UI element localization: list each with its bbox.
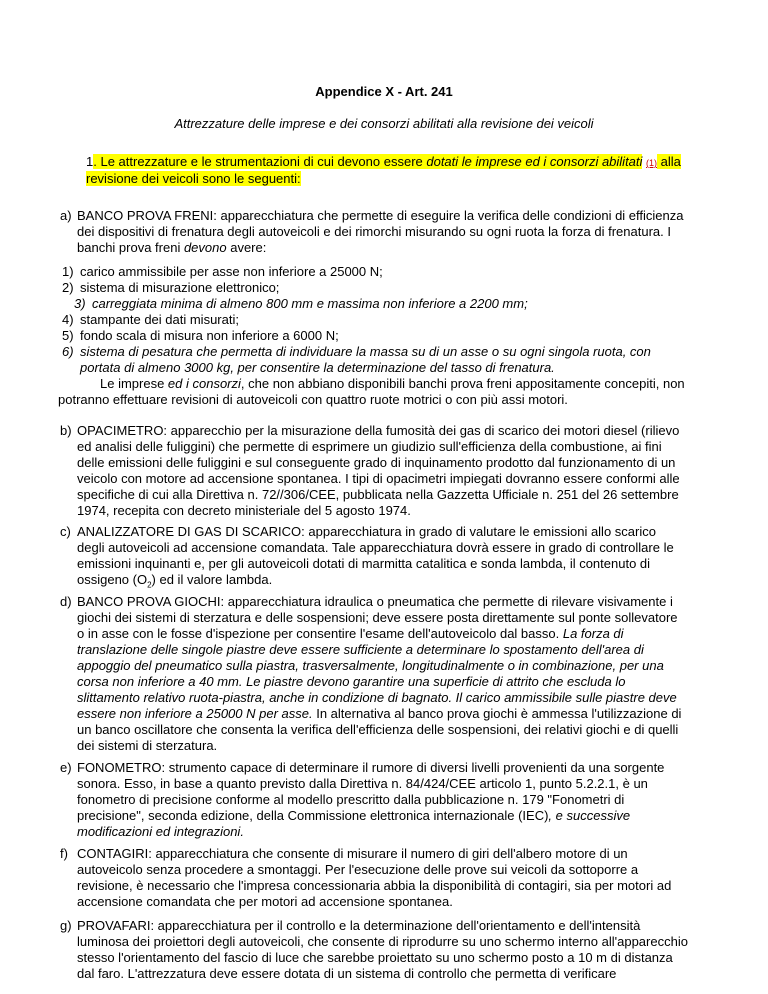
item-label: b) [60, 423, 72, 438]
intro-text-b: alla revisione dei veicoli sono le seguenti: [86, 154, 681, 186]
item-label: c) [60, 524, 71, 539]
item-a [60, 208, 720, 256]
item-d: d) BANCO PROVA GIOCHI: apparecchiatura idraulica o pneumatica che permette di rilevare visivamente i giochi dei sistemi di sterzatura e delle sospensioni; deve essere posta direttamente sul ponte sollevatore o in asse con le fosse d'ispezione per consentire l'esame dell'autoveicolo dal basso. La forza di translazione delle singole piastre deve essere sufficiente a determinare lo spostamento dell'area di appoggio del pneumatico sulla piastra, trasversalmente, longitudinalmente o in combinazione, per una corsa non inferiore a 40 mm. Le piastre devono garantire una superficie di attrito che escluda lo slittamento relativo ruota-piastra, anche in condizione di bagnato. Il carico ammissibile sulle piastre deve essere non inferiore a 25000 N per asse. In alternativa al banco prova giochi è ammessa l'utilizzazione di un banco oscillatore che consenta la verifica dell'efficienza delle sospensioni, dei relativi giochi e di quelli dei sistemi di sterzatura. [60, 594, 682, 753]
item-b: b) OPACIMETRO: apparecchio per la misurazione della fumosità dei gas di scarico dei motori diesel (rilievo ed analisi delle fuliggini) che permette di esprimere un giudizio sull'efficienza della combustione, ai fini delle emissioni delle fuliggini e sul conseguente grado di inquinamento prodotto dal funzionamento di un veicolo con motore ad accensione spontanea. I tipi di opacimetri impiegati dovranno essere conformi alle specifiche di cui alla Direttiva n. 72//306/CEE, pubblicata nella Gazzetta Ufficiale n. 251 del 26 settembre 1974, recepita con decreto ministeriale del 5 agosto 1974. [60, 423, 680, 518]
brake-requirements-list [62, 264, 722, 376]
item-label: d) [60, 594, 72, 609]
list-item: 4) stampante dei dati misurati; [62, 312, 239, 327]
item-label: f) [60, 846, 68, 861]
footnote-ref-link[interactable]: (1) [646, 158, 658, 168]
item-f: f) CONTAGIRI: apparecchiatura che consente di misurare il numero di giri dell'albero motore di un autoveicolo senza procedere a smontaggi. Per l'esecuzione delle prove sui veicoli da sottoporre a revisione, è necessario che l'impresa concessionaria abbia la disponibilità di contagiri, sia per motori ad accensione comandata che per motori ad accensione spontanea. [60, 846, 672, 909]
list-item: 5) fondo scala di misura non inferiore a 6000 N; [62, 328, 339, 343]
item-text: banchi prova freni [77, 240, 184, 255]
list-item: 1) carico ammissibile per asse non inferiore a 25000 N; [62, 264, 383, 279]
item-label: e) [60, 760, 72, 775]
list-item-continuation: portata di almeno 3000 kg, per consentire la determinazione del tasso di frenatura. [80, 360, 555, 375]
item-e: e) FONOMETRO: strumento capace di determinare il rumore di diversi livelli provenienti da una sorgente sonora. Esso, in base a quanto previsto dalla Direttiva n. 84/424/CEE articolo 1, punto 5.2.2.1, è un fonometro di precisione conforme al modello prescritto dalla pubblicazione n. 179 "Fonometri di precisione", seconda edizione, della Commissione elettronica internazionale (IEC), e successive modificazioni ed integrazioni. [60, 760, 665, 839]
item-text: BANCO PROVA FRENI: apparecchiatura che permette di eseguire la verifica delle condizioni di efficienza [77, 208, 684, 223]
intro-number: 1 [86, 154, 94, 169]
item-g: g) PROVAFARI: apparecchiatura per il controllo e la determinazione dell'orientamento e dell'intensità luminosa dei proiettori degli autoveicoli, che consente di riprodurre su uno schermo interno all'apparecchio stesso l'orientamento del fascio di luce che sarebbe proiettato su uno schermo posto a 10 m di distanza dal faro. L'attrezzatura deve essere dotata di un sistema di controllo che permetta di verificare [60, 918, 688, 981]
item-label: g) [60, 918, 72, 933]
intro-text-a: . Le attrezzature e le strumentazioni di cui devono essere [93, 154, 427, 169]
list-item: 2) sistema di misurazione elettronico; [62, 280, 280, 295]
page-title: Appendice X - Art. 241 [315, 84, 453, 99]
item-text: dei dispositivi di frenatura degli autoveicoli e dei rimorchi misurando su ogni ruota la forza di frenatura. I [77, 224, 671, 239]
page-subtitle: Attrezzature delle imprese e dei consorzi abilitati alla revisione dei veicoli [174, 116, 594, 131]
item-c: c) ANALIZZATORE DI GAS DI SCARICO: apparecchiatura in grado di valutare le emissioni allo scarico degli autoveicoli ad accensione comandata. Tale apparecchiatura dovrà essere in grado di controllare le emissioni inquinanti e, per gli autoveicoli dotati di marmitta catalitica e sonda lambda, il contenuto di ossigeno $(O_2)$ ed il valore lambda. [60, 524, 674, 590]
intro-text-italic: dotati le imprese ed i consorzi abilitati [426, 154, 643, 169]
item-text-italic: devono [183, 240, 227, 255]
brake-note: Le imprese ed i consorzi, che non abbiano disponibili banchi prova freni appositamente concepiti, non potranno effettuare revisioni di autoveicoli con quattro ruote motrici o con più assi motori. [58, 376, 685, 407]
list-item: 3) carreggiata minima di almeno 800 mm e massima non inferiore a 2200 mm; [74, 296, 528, 311]
item-text: avere: [226, 240, 267, 255]
list-item: 6) sistema di pesatura che permetta di individuare la massa su di un asse o su ogni singola ruota, con [62, 344, 651, 359]
intro-paragraph [60, 154, 720, 187]
item-label: a) [60, 208, 72, 223]
